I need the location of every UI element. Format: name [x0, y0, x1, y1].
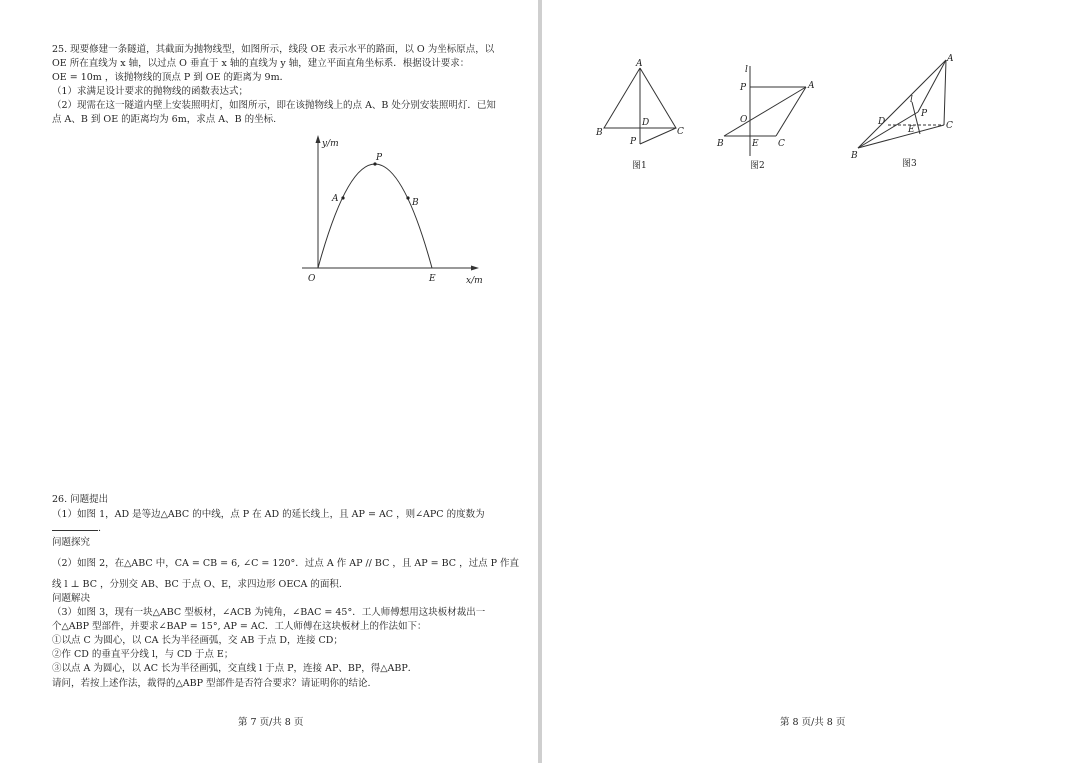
segment-ca — [776, 87, 806, 136]
fig2-label-b: B — [717, 139, 724, 149]
point-b-dot — [406, 196, 409, 199]
q25-line1: 25. 现要修建一条隧道，其截面为抛物线型，如图所示，线段 OE 表示水平的路面，以 O 为坐标原点，以 — [52, 44, 495, 55]
q26-line4: 问题探究 — [52, 537, 91, 548]
fig3-label-l: l — [910, 95, 913, 105]
parabola-figure — [0, 0, 538, 300]
y-axis-arrow — [316, 135, 321, 143]
q26-answer-line — [52, 521, 101, 535]
y-axis-label: y/m — [322, 139, 339, 149]
q25-line3: OE = 10m ，该抛物线的顶点 P 到 OE 的距离为 9m． — [52, 72, 290, 83]
q26-line7: 问题解决 — [52, 593, 91, 604]
fig2-label-a: A — [808, 81, 815, 91]
segment-pc — [640, 128, 676, 144]
q26-line1: 26. 问题提出 — [52, 494, 109, 505]
figure-1 — [596, 58, 706, 178]
fig2-label-p: P — [740, 83, 747, 93]
figure-3 — [844, 52, 974, 172]
label-b: B — [412, 198, 419, 208]
segment-bc — [858, 125, 944, 148]
label-o: O — [308, 274, 316, 284]
fig3-label-b: B — [851, 151, 858, 161]
fig1-label-b: B — [596, 128, 603, 138]
x-axis-arrow — [471, 266, 479, 271]
q26-line13: 请问，若按上述作法，裁得的△ABP 型部件是否符合要求？请证明你的结论. — [52, 678, 371, 689]
fig1-label-d: D — [642, 118, 650, 128]
x-axis-label: x/m — [466, 276, 483, 286]
parabola-curve — [318, 164, 432, 268]
figure-2 — [714, 58, 834, 178]
fig3-label-e: E — [908, 125, 915, 135]
fig2-label-c: C — [778, 139, 785, 149]
fig2-label-e: E — [752, 139, 759, 149]
answer-blank — [52, 521, 98, 531]
page-footer-8: 第 8 页/共 8 页 — [780, 717, 846, 728]
segment-ab — [858, 60, 946, 148]
fig3-label-c: C — [946, 121, 953, 131]
fig1-label-p: P — [630, 137, 637, 147]
segment-ap — [918, 60, 946, 112]
fig3-label-p: P — [921, 109, 928, 119]
point-a-dot — [341, 196, 344, 199]
fig2-label-o: O — [740, 115, 748, 125]
fig2-label-l: l — [745, 65, 748, 75]
q26-line3-end: . — [98, 523, 102, 534]
fig1-label-c: C — [677, 127, 684, 137]
q26-line5: （2）如图 2，在△ABC 中，CA = CB = 6, ∠C = 120°．过点 A 作 AP // BC ，且 AP = BC ，过点 P 作直 — [52, 558, 520, 569]
q26-line11: ②作 CD 的垂直平分线 l，与 CD 于点 E； — [52, 649, 234, 660]
q26-line6: 线 l ⊥ BC ，分别交 AB、BC 于点 O、E，求四边形 OECA 的面积. — [52, 579, 342, 590]
page-footer-7: 第 7 页/共 8 页 — [238, 717, 304, 728]
label-p: P — [376, 153, 383, 163]
q25-line4: （1）求满足设计要求的抛物线的函数表达式； — [52, 86, 249, 97]
page-8 — [542, 0, 1080, 763]
fig3-label-d: D — [878, 117, 886, 127]
label-a: A — [332, 194, 339, 204]
q25-line2: OE 所在直线为 x 轴，以过点 O 垂直于 x 轴的直线为 y 轴，建立平面直角坐标系．根据设计要求： — [52, 58, 470, 69]
q26-line10: ①以点 C 为圆心，以 CA 长为半径画弧，交 AB 于点 D，连接 CD； — [52, 635, 343, 646]
fig2-caption: 图2 — [750, 161, 765, 171]
q26-line2: （1）如图 1，AD 是等边△ABC 的中线，点 P 在 AD 的延长线上，且 AP = AC ，则∠APC 的度数为 — [52, 509, 485, 520]
segment-ac — [944, 60, 946, 125]
segment-ab — [724, 87, 806, 136]
q26-line12: ③以点 A 为圆心，以 AC 长为半径画弧，交直线 l 于点 P，连接 AP、BP，得△ABP． — [52, 663, 418, 674]
q26-line8: （3）如图 3，现有一块△ABC 型板材，∠ACB 为钝角，∠BAC = 45°．工人师傅想用这块板材裁出一 — [52, 607, 486, 618]
fig3-label-a: A — [947, 54, 954, 64]
q26-line9: 个△ABP 型部件，并要求∠BAP = 15°, AP = AC．工人师傅在这块板材上的作法如下： — [52, 621, 427, 632]
page-7 — [0, 0, 538, 763]
fig3-caption: 图3 — [902, 159, 917, 169]
q25-line6: 点 A、B 到 OE 的距离均为 6m，求点 A、B 的坐标. — [52, 114, 277, 125]
label-e: E — [429, 274, 436, 284]
q25-line5: （2）现需在这一隧道内壁上安装照明灯，如图所示，即在该抛物线上的点 A、B 处分别安装照明灯．已知 — [52, 100, 496, 111]
fig1-label-a: A — [636, 59, 643, 69]
fig1-caption: 图1 — [632, 161, 647, 171]
